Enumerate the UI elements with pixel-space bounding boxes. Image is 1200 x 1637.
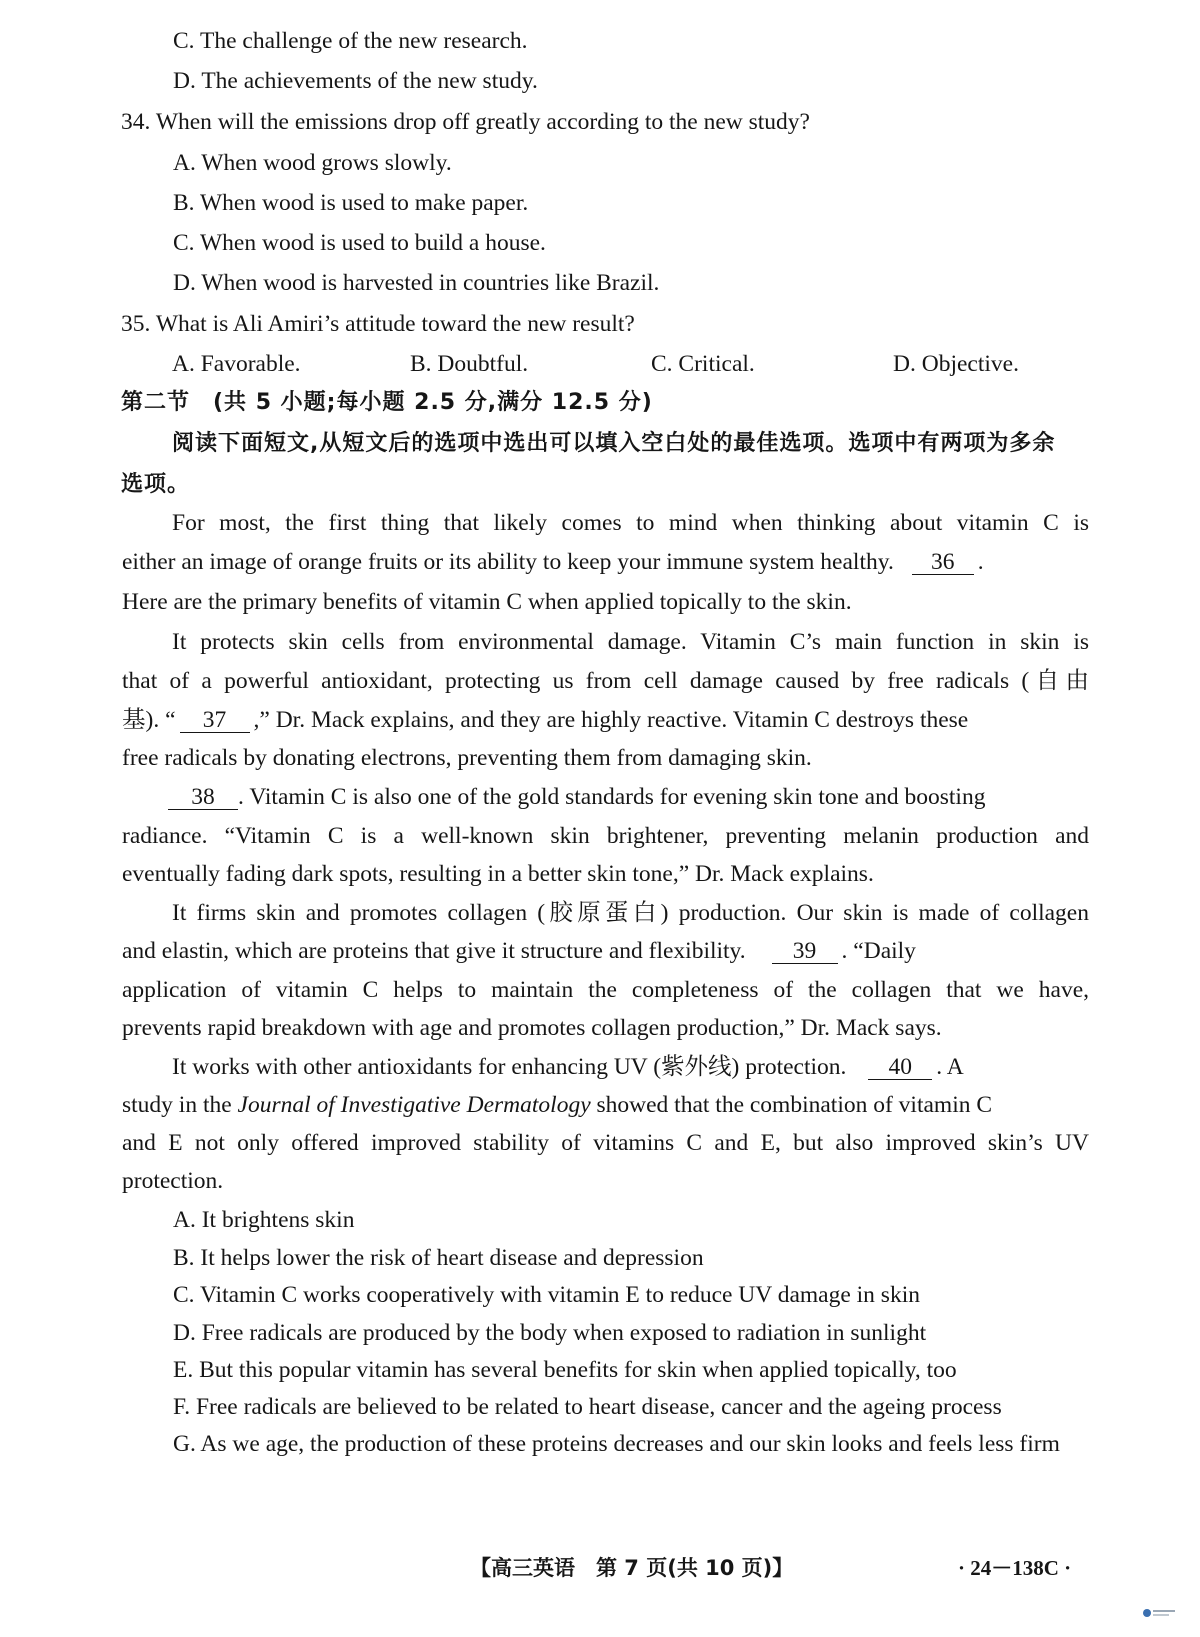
- q35-options: [0, 349, 1200, 379]
- q35-option-b: B. Doubtful.: [410, 351, 529, 377]
- passage-line: It works with other antioxidants for enhancing UV (紫外线) protection. 40 . A: [172, 1054, 964, 1080]
- passage-line: study in the Journal of Investigative Dermatology showed that the combination of vitamin C: [122, 1092, 993, 1118]
- passage-line: For most, the first thing that likely comes to mind when thinking about vitamin C is: [172, 510, 1089, 536]
- blank-40: 40: [868, 1055, 932, 1080]
- q33-option-c: C. The challenge of the new research.: [173, 28, 528, 54]
- blank-37: 37: [180, 708, 250, 733]
- q35-option-a: A. Favorable.: [172, 351, 301, 377]
- choice-c: C. Vitamin C works cooperatively with vitamin E to reduce UV damage in skin: [173, 1282, 920, 1308]
- page-footer-title: 【高三英语 第 7 页(共 10 页)】: [470, 1556, 794, 1580]
- choice-f: F. Free radicals are believed to be related to heart disease, cancer and the ageing process: [173, 1394, 1002, 1420]
- passage-line: eventually fading dark spots, resulting in a better skin tone,” Dr. Mack explains.: [122, 861, 874, 887]
- passage-line: 38 . Vitamin C is also one of the gold standards for evening skin tone and boosting: [168, 782, 985, 812]
- choice-d: D. Free radicals are produced by the body when exposed to radiation in sunlight: [173, 1320, 927, 1346]
- journal-title: Journal of Investigative Dermatology: [237, 1092, 591, 1118]
- q34-option-c: C. When wood is used to build a house.: [173, 230, 546, 256]
- q34-option-d: D. When wood is harvested in countries like Brazil.: [173, 270, 660, 296]
- passage-line: that of a powerful antioxidant, protecting us from cell damage caused by free radicals (自由: [122, 668, 1089, 694]
- choice-e: E. But this popular vitamin has several benefits for skin when applied topically, too: [173, 1357, 957, 1383]
- section-instruction-line1: 阅读下面短文,从短文后的选项中选出可以填入空白处的最佳选项。选项中有两项为多余: [172, 431, 1056, 456]
- q34-option-b: B. When wood is used to make paper.: [173, 190, 529, 216]
- passage-line: radiance. “Vitamin C is a well-known skin brightener, preventing melanin production and: [122, 823, 1089, 849]
- passage-line: Here are the primary benefits of vitamin C when applied topically to the skin.: [122, 589, 852, 615]
- blank-39: 39: [772, 939, 838, 964]
- choice-g: G. As we age, the production of these proteins decreases and our skin looks and feels less firm: [173, 1431, 1060, 1457]
- blank-36: 36: [912, 550, 974, 575]
- q33-option-d: D. The achievements of the new study.: [173, 68, 538, 94]
- q35-option-c: C. Critical.: [651, 351, 755, 377]
- passage-line: either an image of orange fruits or its ability to keep your immune system healthy. 36 .: [122, 549, 984, 575]
- watermark-logo-icon: [1142, 1606, 1178, 1620]
- choice-a: A. It brightens skin: [173, 1207, 355, 1233]
- passage-line: free radicals by donating electrons, preventing them from damaging skin.: [122, 745, 812, 771]
- section-heading: 第二节 (共 5 小题;每小题 2.5 分,满分 12.5 分): [121, 390, 653, 415]
- passage-line: prevents rapid breakdown with age and promotes collagen production,” Dr. Mack says.: [122, 1015, 942, 1041]
- passage-line: 基). “ 37 ,” Dr. Mack explains, and they are highly reactive. Vitamin C destroys these: [122, 707, 969, 733]
- q35-stem: 35. What is Ali Amiri’s attitude toward the new result?: [121, 311, 635, 337]
- section-instruction-line2: 选项。: [121, 472, 191, 497]
- choice-b: B. It helps lower the risk of heart disease and depression: [173, 1245, 704, 1271]
- passage-line: It protects skin cells from environmental damage. Vitamin C’s main function in skin is: [172, 629, 1089, 655]
- passage-line: protection.: [122, 1168, 224, 1194]
- blank-38: 38: [168, 785, 238, 810]
- passage-line: and E not only offered improved stability of vitamins C and E, but also improved skin’s UV: [122, 1130, 1089, 1156]
- passage-line: application of vitamin C helps to maintain the completeness of the collagen that we have,: [122, 977, 1089, 1003]
- page-footer-code: · 24－138C ·: [958, 1556, 1072, 1580]
- q34-stem: 34. When will the emissions drop off greatly according to the new study?: [121, 109, 810, 135]
- q34-option-a: A. When wood grows slowly.: [173, 150, 452, 176]
- q35-option-d: D. Objective.: [893, 351, 1019, 377]
- passage-line: and elastin, which are proteins that give it structure and flexibility. 39 . “Daily: [122, 938, 916, 964]
- passage-line: It firms skin and promotes collagen (胶原蛋白) production. Our skin is made of collagen: [172, 900, 1089, 926]
